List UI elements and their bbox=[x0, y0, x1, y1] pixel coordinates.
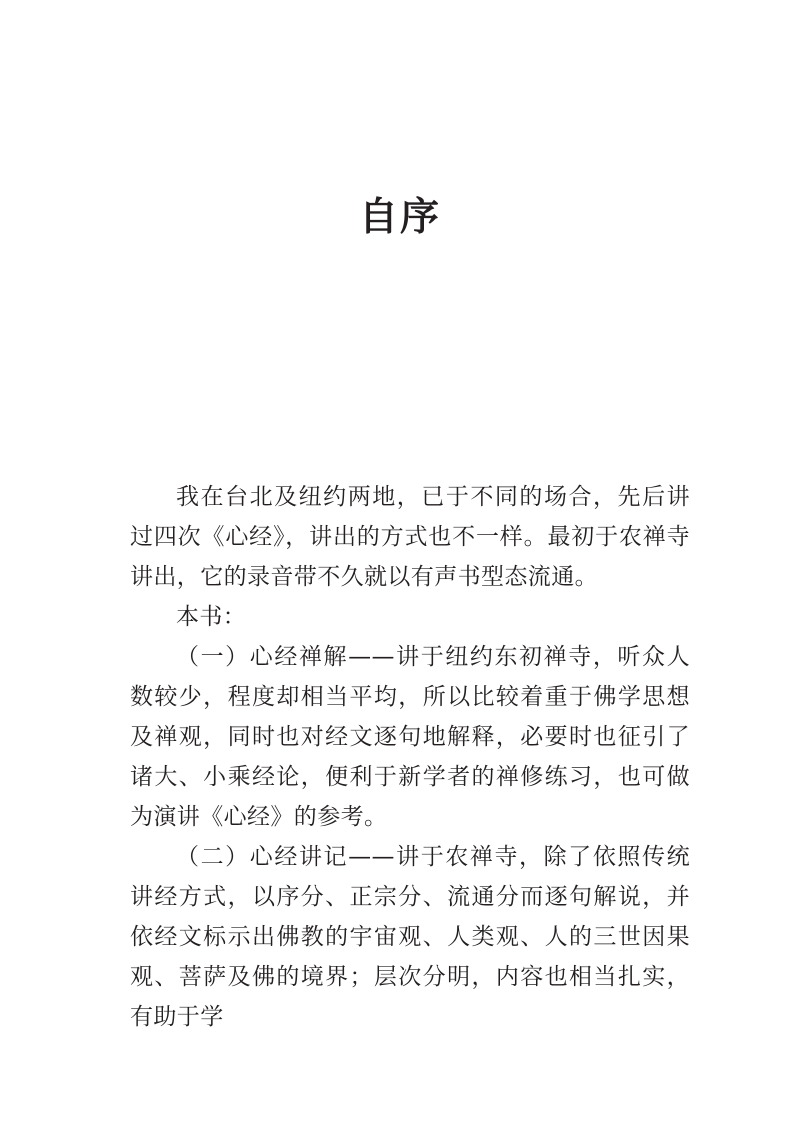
paragraph-intro: 我在台北及纽约两地，已于不同的场合，先后讲过四次《心经》，讲出的方式也不一样。最初于农禅寺讲出，它的录音带不久就以有声书型态流通。 bbox=[130, 484, 690, 590]
paragraph-part-two: （二）心经讲记——讲于农禅寺，除了依照传统讲经方式，以序分、正宗分、流通分而逐句解说，并依经文标示出佛教的宇宙观、人类观、人的三世因果观、菩萨及佛的境界；层次分明，内容也相当扎实，有助于学 bbox=[130, 844, 690, 1030]
body-text bbox=[130, 477, 690, 1037]
paragraph-book-label: 本书： bbox=[176, 604, 247, 630]
paragraph-part-one: （一）心经禅解——讲于纽约东初禅寺，听众人数较少，程度却相当平均，所以比较着重于佛学思想及禅观，同时也对经文逐句地解释，必要时也征引了诸大、小乘经论，便利于新学者的禅修练习，也可做为演讲《心经》的参考。 bbox=[130, 644, 690, 830]
page-title: 自序 bbox=[358, 194, 441, 240]
